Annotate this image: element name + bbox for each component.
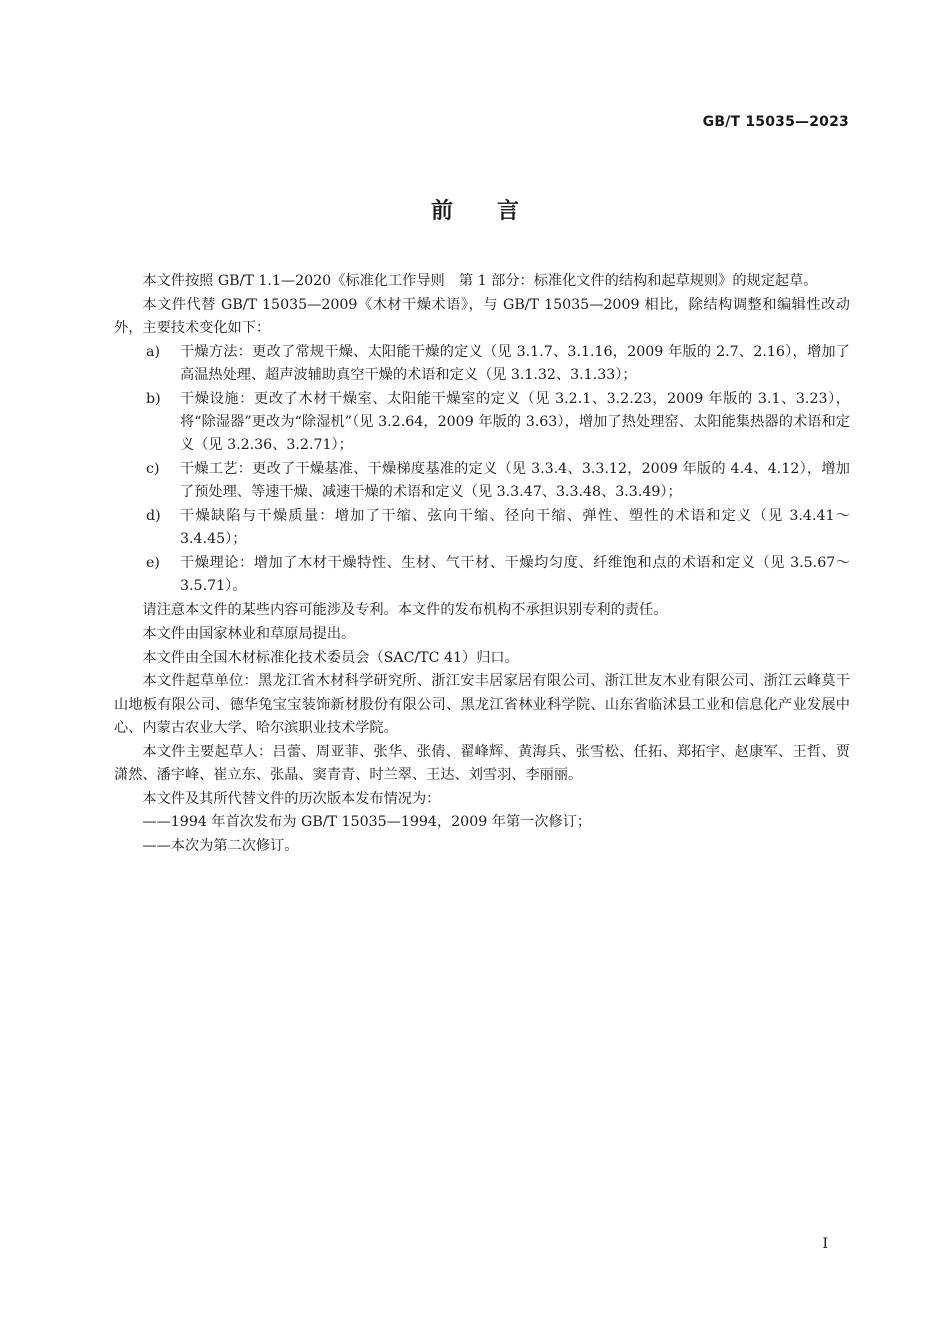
change-item-text: 干燥方法：更改了常规干燥、太阳能干燥的定义（见 3.1.7、3.1.16，2009 年版的 2.7、2.16），增加了高温热处理、超声波辅助真空干燥的术语和定义（见 3.1.32、3.1.33）； bbox=[180, 343, 850, 383]
change-item-d bbox=[114, 505, 850, 552]
document-body bbox=[114, 270, 850, 859]
change-item-b bbox=[114, 388, 850, 458]
change-item-label: e) bbox=[146, 555, 160, 571]
history-item: ——本次为第二次修订。 bbox=[142, 838, 299, 855]
change-item-e bbox=[114, 552, 850, 599]
change-item-label: b) bbox=[146, 390, 161, 407]
change-item-label: d) bbox=[146, 508, 161, 524]
proposed-by: 本文件由国家林业和草原局提出。 bbox=[142, 625, 356, 642]
page-number: I bbox=[822, 1236, 828, 1252]
change-item-label: c) bbox=[146, 461, 160, 477]
change-item-text: 干燥工艺：更改了干燥基准、干燥梯度基准的定义（见 3.3.4、3.3.12，2009 年版的 4.4、4.12），增加了预处理、等速干燥、减速干燥的术语和定义（见 3.3.47、3.3.48、3.3.49）； bbox=[180, 461, 850, 501]
history-item: ——1994 年首次发布为 GB/T 15035—1994，2009 年第一次修订； bbox=[142, 814, 592, 831]
managed-by: 本文件由全国木材标准化技术委员会（SAC/TC 41）归口。 bbox=[142, 649, 519, 666]
change-item-text: 干燥设施：更改了木材干燥室、太阳能干燥室的定义（见 3.2.1、3.2.23，2009 年版的 3.1、3.23），将“除湿器”更改为“除湿机”（见 3.2.64，2009 年版的 3.63），增加了热处理窑、太阳能集热器的术语和定义（见 3.2.36、3.2.71）； bbox=[180, 390, 850, 454]
change-item-text: 干燥缺陷与干燥质量：增加了干缩、弦向干缩、径向干缩、弹性、塑性的术语和定义（见 3.4.41～3.4.45）； bbox=[180, 508, 850, 548]
change-item-text: 干燥理论：增加了木材干燥特性、生材、气干材、干燥均匀度、纤维饱和点的术语和定义（见 3.5.67～3.5.71）。 bbox=[180, 555, 850, 595]
change-item-c bbox=[114, 458, 850, 505]
document-code: GB/T 15035—2023 bbox=[702, 114, 849, 130]
drafting-basis-paragraph: 本文件按照 GB/T 1.1—2020《标准化工作导则 第 1 部分：标准化文件的结构和起草规则》的规定起草。 bbox=[142, 273, 818, 289]
change-item-a bbox=[114, 341, 850, 388]
drafting-units: 本文件起草单位：黑龙江省木材科学研究所、浙江安丰居家居有限公司、浙江世友木业有限公司、浙江云峰莫干山地板有限公司、德华兔宝宝装饰新材股份有限公司、黑龙江省林业科学院、山东省临沭县工业和信息化产业发展中心、内蒙古农业大学、哈尔滨职业技术学院。 bbox=[114, 673, 850, 736]
page-title: 前言 bbox=[430, 199, 563, 224]
patent-notice: 请注意本文件的某些内容可能涉及专利。本文件的发布机构不承担识别专利的责任。 bbox=[142, 602, 668, 618]
replacement-paragraph: 本文件代替 GB/T 15035—2009《木材干燥术语》，与 GB/T 15035—2009 相比，除结构调整和编辑性改动外，主要技术变化如下： bbox=[114, 296, 850, 336]
drafters: 本文件主要起草人：吕蕾、周亚菲、张华、张倩、翟峰辉、黄海兵、张雪松、任拓、郑拓宇、赵康军、王哲、贾潇然、潘宇峰、崔立东、张晶、窦青青、时兰翠、王达、刘雪羽、李丽丽。 bbox=[114, 743, 850, 783]
history-intro: 本文件及其所代替文件的历次版本发布情况为： bbox=[142, 790, 441, 807]
change-item-label: a) bbox=[146, 343, 160, 360]
